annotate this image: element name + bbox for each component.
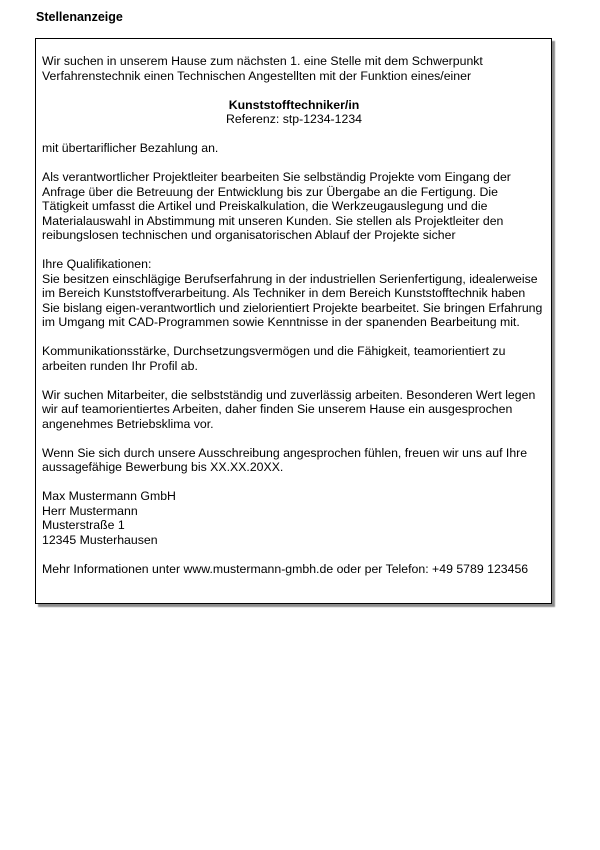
page-title: Stellenanzeige bbox=[36, 10, 123, 24]
qualifications-section bbox=[42, 257, 546, 330]
contact-city: 12345 Musterhausen bbox=[42, 532, 158, 547]
salary-paragraph: mit übertariflicher Bezahlung an. bbox=[42, 141, 219, 155]
contact-person: Herr Mustermann bbox=[42, 503, 138, 518]
job-title: Kunststofftechniker/in bbox=[228, 97, 360, 112]
job-ad-box bbox=[35, 38, 552, 604]
contact-block bbox=[42, 489, 546, 576]
contact-address bbox=[42, 489, 546, 547]
company-values-paragraph: Wir suchen Mitarbeiter, die selbstständig und zuverlässig arbeiten. Besonderen Wert legen wir auf teamorientiertes Arbeiten, daher finden Sie unserem Hause ein ausgesprochen angenehmes Betriebsklima vor. bbox=[42, 387, 536, 431]
application-paragraph: Wenn Sie sich durch unsere Ausschreibung angesprochen fühlen, freuen wir uns auf Ihre aussagefähige Bewerbung bis XX.XX.20XX. bbox=[42, 445, 528, 474]
soft-skills-paragraph: Kommunikationsstärke, Durchsetzungsvermögen und die Fähigkeit, teamorientiert zu arbeiten runden Ihr Profil ab. bbox=[42, 344, 506, 373]
reference-number: Referenz: stp-1234-1234 bbox=[225, 112, 363, 126]
job-title-block bbox=[42, 98, 546, 127]
qualifications-heading: Ihre Qualifikationen: bbox=[42, 257, 152, 271]
qualifications-text: Sie besitzen einschlägige Berufserfahrung in der industriellen Serienfertigung, idealerweise im Bereich Kunststoffverarbeitung. Als Techniker in dem Bereich Kunststofftechnik haben Sie bislang eigen-verantwortlich und zielorientiert Projekte bearbeitet. Sie bringen Erfahrung im Umgang mit CAD-Programmen sowie Kenntnisse in der spanenden Bearbeitung mit. bbox=[42, 271, 543, 329]
contact-company: Max Mustermann GmbH bbox=[42, 489, 176, 503]
more-info-line: Mehr Informationen unter www.mustermann-gmbh.de oder per Telefon: +49 5789 123456 bbox=[42, 561, 529, 576]
intro-paragraph: Wir suchen in unserem Hause zum nächsten 1. eine Stelle mit dem Schwerpunkt Verfahrenstechnik einen Technischen Angestellten mit der Funktion eines/einer bbox=[42, 54, 483, 83]
responsibilities-paragraph: Als verantwortlicher Projektleiter bearbeiten Sie selbständig Projekte vom Eingang der Anfrage über die Betreuung der Entwicklung bis zur Übergabe an die Fertigung. Die Tätigkeit umfasst die Artikel und Preiskalkulation, die Werkzeugauslegung und die Materialauswahl in Abstimmung mit unseren Kunden. Sie stellen als Projektleiter den reibungslosen technischen und organisatorischen Ablauf der Projekte sicher bbox=[42, 170, 511, 242]
contact-street: Musterstraße 1 bbox=[42, 518, 125, 532]
